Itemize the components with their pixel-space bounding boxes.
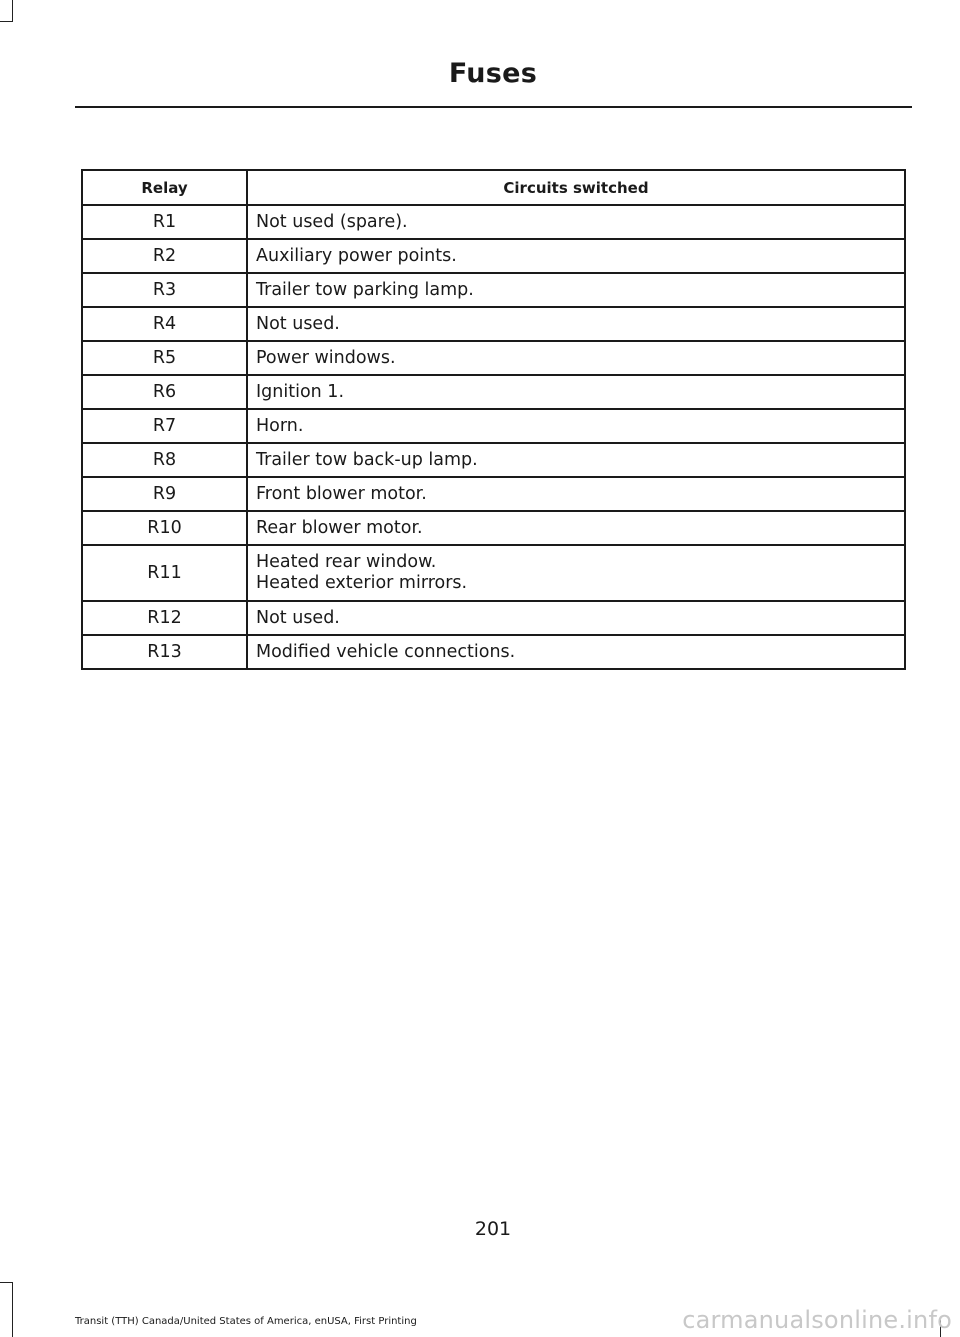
circuit-text: Auxiliary power points. xyxy=(256,245,457,266)
circuit-text: Not used. xyxy=(256,607,340,628)
relay-cell: R11 xyxy=(82,545,247,601)
relay-cell: R3 xyxy=(82,273,247,307)
circuit-cell xyxy=(247,273,905,307)
relay-cell: R12 xyxy=(82,601,247,635)
crop-mark xyxy=(12,0,13,22)
relay-cell: R9 xyxy=(82,477,247,511)
circuit-text: Modified vehicle connections. xyxy=(256,641,516,662)
relay-cell: R13 xyxy=(82,635,247,669)
table-row xyxy=(82,239,905,273)
circuit-cell xyxy=(247,375,905,409)
page-title: Fuses xyxy=(448,58,538,89)
crop-mark xyxy=(0,1282,13,1283)
circuit-text: Power windows. xyxy=(256,347,396,368)
table-row xyxy=(82,375,905,409)
circuit-text: Trailer tow parking lamp. xyxy=(256,279,474,300)
relay-cell: R8 xyxy=(82,443,247,477)
table-row xyxy=(82,341,905,375)
table-row xyxy=(82,205,905,239)
header-divider xyxy=(75,106,912,108)
table-row xyxy=(82,307,905,341)
circuit-text: Rear blower motor. xyxy=(256,517,423,538)
relay-cell: R1 xyxy=(82,205,247,239)
circuit-text: Heated rear window. xyxy=(256,552,437,572)
circuit-cell xyxy=(247,205,905,239)
table-header-row xyxy=(82,170,905,205)
relay-cell: R7 xyxy=(82,409,247,443)
circuit-cell xyxy=(247,511,905,545)
relay-cell: R4 xyxy=(82,307,247,341)
circuit-cell xyxy=(247,341,905,375)
column-header-relay: Relay xyxy=(82,170,247,205)
table-row xyxy=(82,511,905,545)
table-row xyxy=(82,409,905,443)
circuit-cell xyxy=(247,545,905,601)
circuit-text: Not used. xyxy=(256,313,340,334)
circuit-cell xyxy=(247,443,905,477)
table-row xyxy=(82,635,905,669)
relay-cell: R5 xyxy=(82,341,247,375)
circuit-text: Heated exterior mirrors. xyxy=(256,573,468,593)
relay-table xyxy=(81,169,906,670)
relay-cell: R10 xyxy=(82,511,247,545)
column-header-circuits: Circuits switched xyxy=(247,170,905,205)
circuit-text: Ignition 1. xyxy=(256,381,345,402)
crop-mark xyxy=(0,21,13,22)
table-row xyxy=(82,477,905,511)
relay-cell: R2 xyxy=(82,239,247,273)
edition-footer: Transit (TTH) Canada/United States of America, enUSA, First Printing xyxy=(75,1316,417,1327)
table-row xyxy=(82,273,905,307)
crop-mark xyxy=(12,1282,13,1337)
circuit-cell xyxy=(247,601,905,635)
table-row xyxy=(82,443,905,477)
circuit-text: Front blower motor. xyxy=(256,483,427,504)
circuit-text: Trailer tow back-up lamp. xyxy=(256,449,478,470)
table-row xyxy=(82,545,905,601)
circuit-text: Horn. xyxy=(256,415,304,436)
circuit-text: Not used (spare). xyxy=(256,211,408,232)
circuit-cell xyxy=(247,477,905,511)
relay-cell: R6 xyxy=(82,375,247,409)
circuit-cell xyxy=(247,239,905,273)
watermark: carmanualsonline.info xyxy=(682,1306,952,1334)
circuit-cell xyxy=(247,635,905,669)
circuit-cell xyxy=(247,409,905,443)
page-number: 201 xyxy=(474,1218,512,1240)
table-row xyxy=(82,601,905,635)
circuit-cell xyxy=(247,307,905,341)
